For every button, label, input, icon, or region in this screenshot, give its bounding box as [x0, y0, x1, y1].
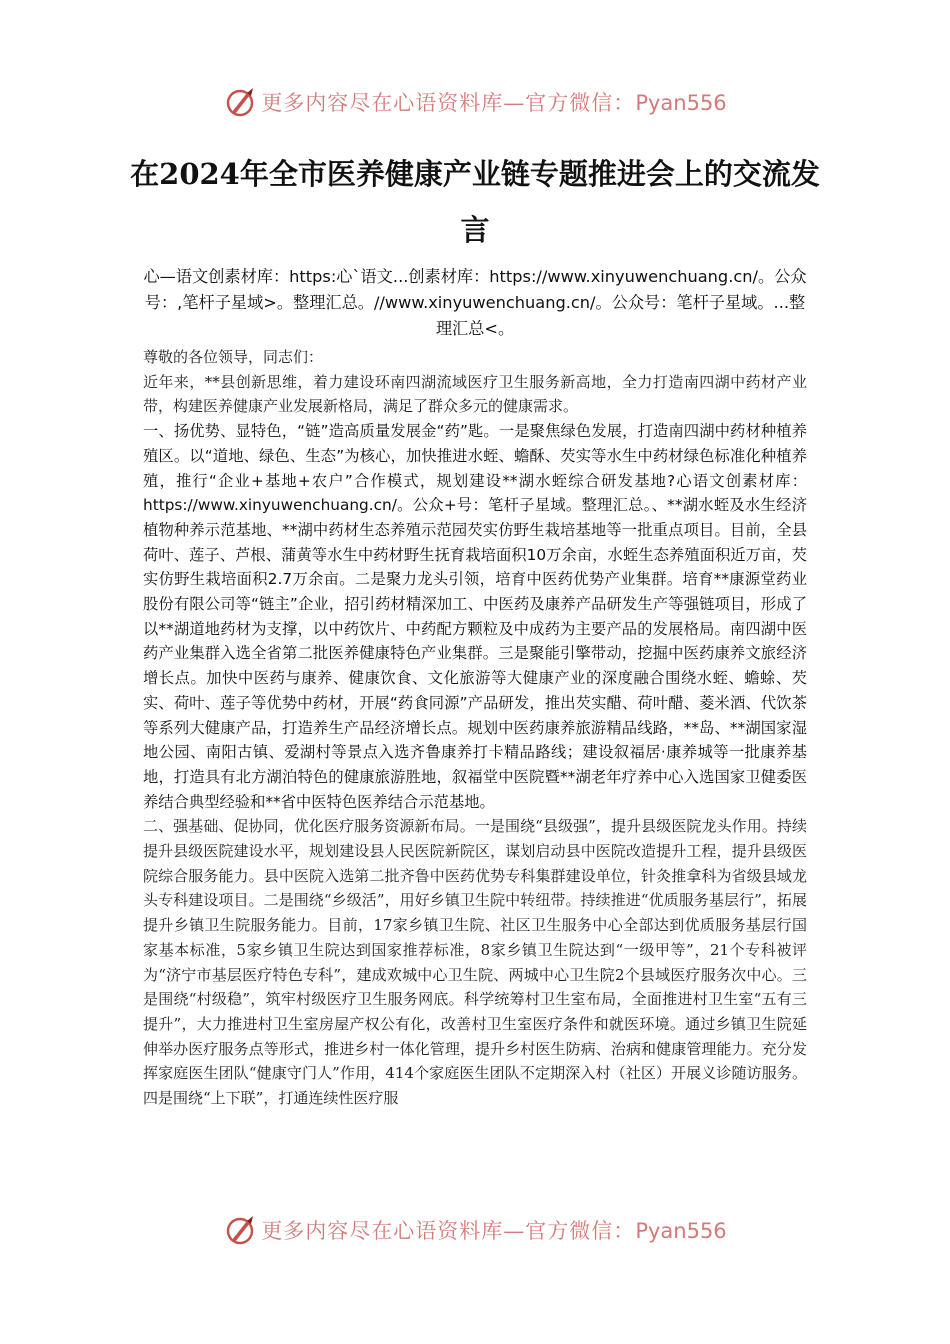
paragraph-section-one: 一、扬优势、显特色，“链”造高质量发展金“药”匙。一是聚焦绿色发展，打造南四湖中药材种植养殖区。以“道地、绿色、生态”为核心，加快推进水蛭、蟾酥、芡实等水生中药材绿色标准化种植养殖，推行“企业+基地+农户”合作模式，规划建设**湖水蛭综合研发基地?心语文创素材库：https://www.xinyuwenchuang.cn/。公众+号：笔杆子星域。整理汇总。、**湖水蛭及水生经济植物种养示范基地、**湖中药材生态养殖示范园芡实仿野生栽培基地等一批重点项目。目前，全县荷叶、莲子、芦根、蒲黄等水生中药材野生抚育栽培面积10万余亩，水蛭生态养殖面积近万亩，芡实仿野生栽培面积2.7万余亩。二是聚力龙头引领，培育中医药优势产业集群。培育**康源堂药业股份有限公司等“链主”企业，招引药材精深加工、中医药及康养产品研发生产等强链项目，形成了以**湖道地药材为支撑，以中药饮片、中药配方颗粒及中成药为主要产品的发展格局。南四湖中医药产业集群入选全省第二批医养健康特色产业集群。三是聚能引擎带动，挖掘中医药康养文旅经济增长点。加快中医药与康养、健康饮食、文化旅游等大健康产业的深度融合围绕水蛭、蟾蜍、芡实、荷叶、莲子等优势中药材，开展“药食同源”产品研发，推出芡实醋、荷叶醋、菱米酒、代饮茶等系列大健康产品，打造养生产品经济增长点。规划中医药康养旅游精品线路，**岛、**湖国家湿地公园、南阳古镇、爱湖村等景点入选齐鲁康养打卡精品路线；建设叙福居·康养城等一批康养基地，打造具有北方湖泊特色的健康旅游胜地，叙福堂中医院暨**湖老年疗养中心入选国家卫健委医养结合典型经验和**省中医特色医养结合示范基地。	[143, 422, 807, 811]
wechat-id: Pyan556	[635, 1219, 727, 1243]
quill-logo-icon	[223, 1213, 257, 1247]
quill-logo-icon	[223, 85, 257, 119]
salutation: 尊敬的各位领导，同志们：	[143, 348, 324, 366]
source-note: 心—语文创素材库：https:心`语文...创素材库：https://www.xinyuwenchuang.cn/。公众号：,笔杆子星域>。整理汇总。//www.xinyuwenchuang.cn/。公众号：笔杆子星域。...整理汇总<。	[143, 267, 807, 338]
footer-watermark-banner	[0, 1208, 950, 1252]
wechat-id: Pyan556	[635, 91, 727, 115]
watermark-text: 更多内容尽在心语资料库—官方微信：Pyan556	[261, 1219, 727, 1243]
watermark-text: 更多内容尽在心语资料库—官方微信：Pyan556	[261, 91, 727, 115]
header-watermark-banner	[0, 80, 950, 124]
paragraph-section-two: 二、强基础、促协同，优化医疗服务资源新布局。一是围绕“县级强”，提升县级医院龙头作用。持续提升县级医院建设水平，规划建设县人民医院新院区，谋划启动县中医院改造提升工程，提升县级医院综合服务能力。县中医院入选第二批齐鲁中医药优势专科集群建设单位，针灸推拿科为省级县域龙头专科建设项目。二是围绕“乡级活”，用好乡镇卫生院中转纽带。持续推进“优质服务基层行”，拓展提升乡镇卫生院服务能力。目前，17家乡镇卫生院、社区卫生服务中心全部达到优质服务基层行国家基本标准，5家乡镇卫生院达到国家推荐标准，8家乡镇卫生院达到“一级甲等”，21个专科被评为“济宁市基层医疗特色专科”，建成欢城中心卫生院、两城中心卫生院2个县域医疗服务次中心。三是围绕“村级稳”，筑牢村级医疗卫生服务网底。科学统筹村卫生室布局，全面推进村卫生室“五有三提升”，大力推进村卫生室房屋产权公有化，改善村卫生室医疗条件和就医环境。通过乡镇卫生院延伸举办医疗服务点等形式，推进乡村一体化管理，提升乡村医生防病、治病和健康管理能力。充分发挥家庭医生团队“健康守门人”作用，414个家庭医生团队不定期深入村（社区）开展义诊随访服务。四是围绕“上下联”，打通连续性医疗服	[143, 817, 807, 1108]
document-body	[143, 345, 807, 1111]
page-title: 在2024年全市医养健康产业链专题推进会上的交流发言	[130, 157, 820, 247]
paragraph-intro: 近年来，**县创新思维，着力建设环南四湖流域医疗卫生服务新高地，全力打造南四湖中药材产业带，构建医养健康产业发展新格局，满足了群众多元的健康需求。	[143, 372, 807, 416]
